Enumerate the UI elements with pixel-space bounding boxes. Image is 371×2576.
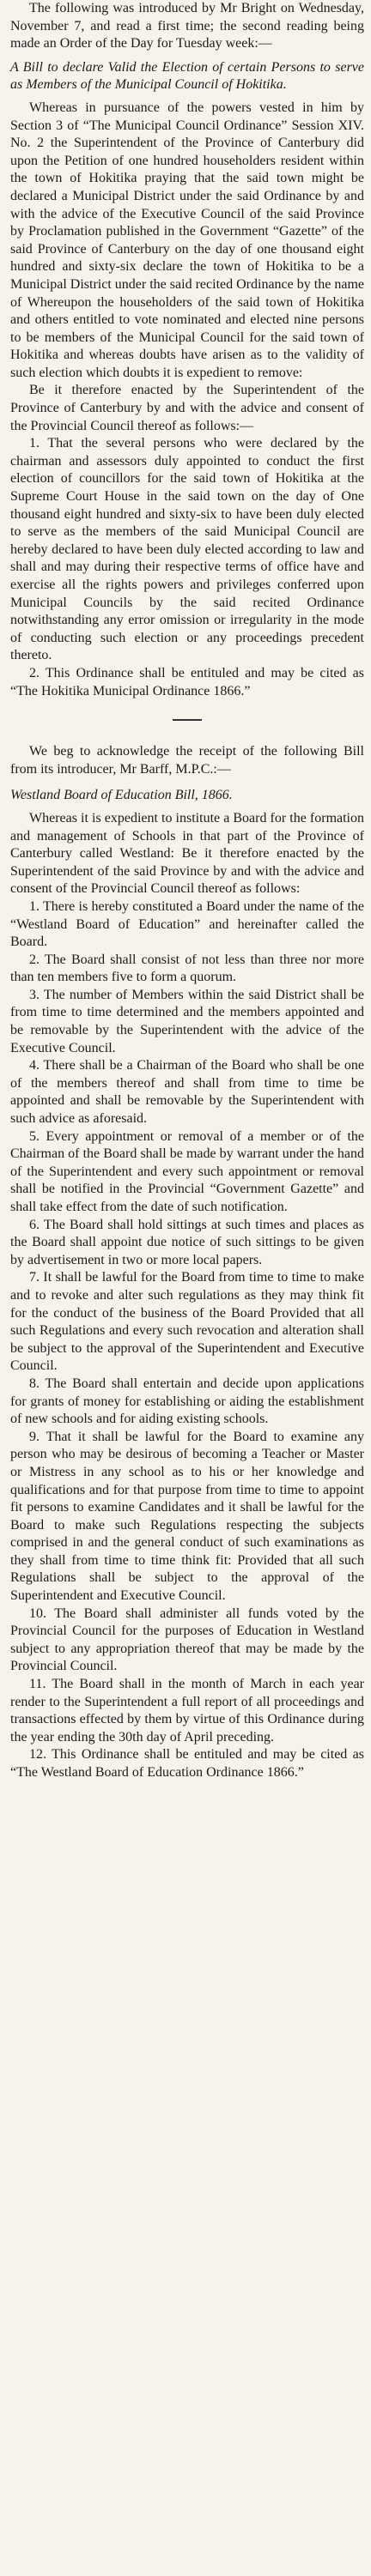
bill-2-title: Westland Board of Education Bill, 1866. bbox=[10, 788, 233, 803]
bill-2-clause-5: 5. Every appointment or removal of a member or of the Chairman of the Board shall be made by warrant under the hand of the Superintendent and every such appointment or removal shall be notified in the Provincial “Government Gazette” and shall take effect from the date of such notification. bbox=[10, 1128, 364, 1214]
bill-2-clause-8: 8. The Board shall entertain and decide upon applications for grants of money for establishing or aiding the establishment of new schools and for aiding existing schools. bbox=[10, 1376, 364, 1427]
bill-1-clause-1: 1. That the several persons who were declared by the chairman and assessors duly appointed to conduct the first election of councillors for the said town of Hokitika at the Supreme Court House in the said town on the day of One thousand eight hundred and sixty-six to have been duly elected to serve as the members of the said Municipal Council are hereby declared to have been duly elected according to law and shall and may during their respective terms of office have and exercise all the rights powers and privileges conferred upon Municipal Councils by the said recited Ordinance notwithstanding any error omission or irregularity in the mode of conducting such election or any proceedings precedent thereto. bbox=[10, 436, 364, 663]
bill-2-clause-12: 12. This Ordinance shall be entituled and may be cited as “The Westland Board of Education Ordinance 1866.” bbox=[10, 1747, 364, 1780]
bill-1-clause-2: 2. This Ordinance shall be entituled and may be cited as “The Hokitika Municipal Ordinance 1866.” bbox=[10, 665, 364, 698]
bill-1-enacting-clause: Be it therefore enacted by the Superintendent of the Province of Canterbury by and with the advice and consent of the Provincial Council thereof as follows:— bbox=[10, 383, 364, 433]
bill-2-clause-10: 10. The Board shall administer all funds voted by the Provincial Council for the purposes of Education in Westland subject to any appropriation thereof that may be made by the Provincial Council. bbox=[10, 1605, 364, 1674]
bill-2-clause-3: 3. The number of Members within the said District shall be from time to time determined and the members appointed and be removable by the Superintendent with the advice of the Executive Council. bbox=[10, 987, 364, 1055]
bill-1-preamble: Whereas in pursuance of the powers vested in him by Section 3 of “The Municipal Council Ordinance” Session XIV. No. 2 the Superintendent of the Province of Canterbury did upon the Petition of one hundred householders resident within the town of Hokitika praying that the said town might be declared a Municipal District under the said Ordinance by and with the advice of the Executive Council of the said Province by Proclamation published in the Government “Gazette” of the said Province of Canterbury on the day of one thousand eight hundred and sixty-six declare the town of Hokitika to be a Municipal District under the said recited Ordinance by the name of Whereupon the householders of the said town of Hokitika and others entitled to vote nominated and elected nine persons to be members of the Municipal Council for the said town of Hokitika and whereas doubts have arisen as to the validity of such election which doubts it is expedient to remove: bbox=[10, 100, 364, 380]
intro-paragraph-2: We beg to acknowledge the receipt of the following Bill from its introducer, Mr Barff, M.P.C.:— bbox=[10, 744, 364, 777]
bill-2-clause-7: 7. It shall be lawful for the Board from time to time to make and to revoke and alter such regulations as they may think fit for the conduct of the business of the Board Provided that all such Regulations and every such revocation and alteration shall be subject to the approval of the Superintendent and Executive Council. bbox=[10, 1270, 364, 1374]
bill-2-clause-11: 11. The Board shall in the month of March in each year render to the Superintendent a full report of all proceedings and transactions effected by them by virtue of this Ordinance during the year ending the 30th day of April preceding. bbox=[10, 1677, 364, 1745]
bill-2-preamble: Whereas it is expedient to institute a Board for the formation and management of Schools in that part of the Province of Canterbury called Westland: Be it therefore enacted by the Superintendent of the said Province by and with the advice and consent of the Provincial Council thereof as follows: bbox=[10, 810, 364, 897]
section-divider bbox=[173, 719, 202, 721]
bill-2-clause-2: 2. The Board shall consist of not less than three nor more than ten members five to form a quorum. bbox=[10, 952, 364, 985]
bill-2-clause-9: 9. That it shall be lawful for the Board to examine any person who may be desirous of becoming a Teacher or Master or Mistress in any school as to his or her knowledge and qualifications and for that purpose from time to time to appoint fit persons to examine Candidates and it shall be lawful for the Board to make such Regulations respecting the subjects comprised in and the general conduct of such examinations as they shall from time to time think fit: Provided that all such Regulations shall be subject to the approval of the Superintendent and Executive Council. bbox=[10, 1429, 364, 1604]
bill-2-clause-6: 6. The Board shall hold sittings at such times and places as the Board shall appoint due notice of such sittings to be given by advertisement in two or more local papers. bbox=[10, 1217, 364, 1267]
bill-1-title: A Bill to declare Valid the Election of certain Persons to serve as Members of the Municipal Council of Hokitika. bbox=[10, 59, 364, 93]
bill-2-clause-4: 4. There shall be a Chairman of the Board who shall be one of the members thereof and shall from time to time be appointed and shall be removable by the Superintendent with such advice as aforesaid. bbox=[10, 1058, 364, 1127]
bill-2-clause-1: 1. There is hereby constituted a Board under the name of the “Westland Board of Education” and hereinafter called the Board. bbox=[10, 898, 364, 950]
intro-paragraph-1: The following was introduced by Mr Bright on Wednesday, November 7, and read a first time; the second reading being made an Order of the Day for Tuesday week:— bbox=[10, 1, 364, 51]
